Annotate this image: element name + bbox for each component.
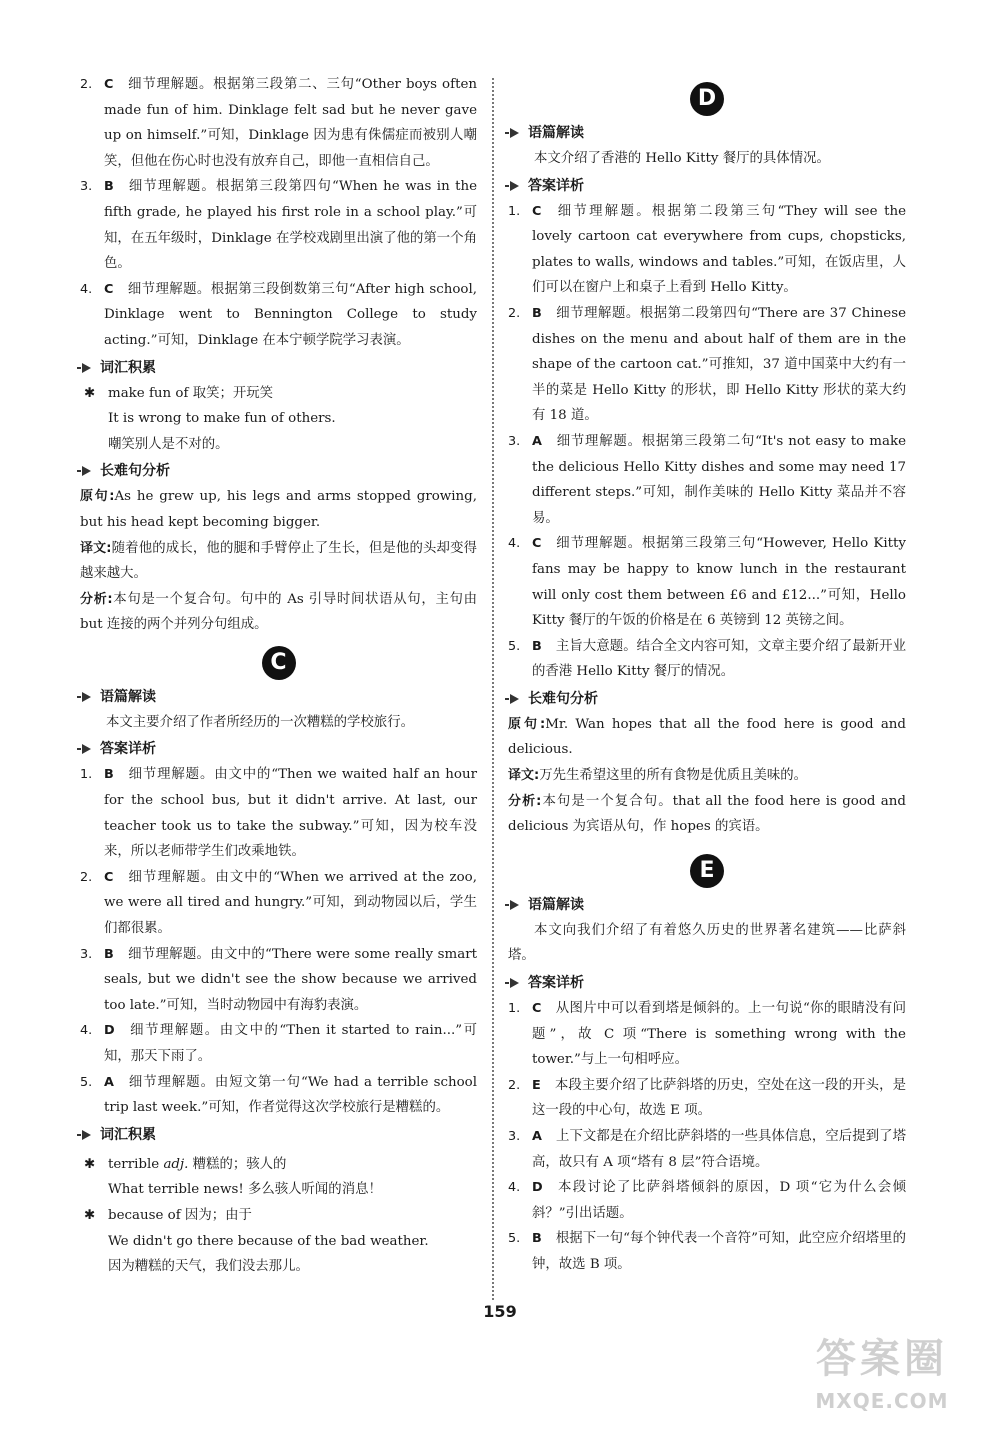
vocab-heading [80, 1122, 477, 1148]
original-sentence [80, 484, 477, 535]
item-answer: C [532, 203, 542, 219]
item-explanation: 细节理解题。由文中的“Then it started to rain...”可知，那天下雨了。 [104, 1023, 477, 1064]
item-explanation: 细节理解题。根据第三段第二句“It's not easy to make the delicious Hello Kitty dishes and some may need 17 different steps.”可知，制作美味的 Hello Kitty 菜品并不容易。 [532, 433, 906, 526]
answer-item-c1 [80, 762, 477, 864]
asterisk-icon: ✱ [84, 385, 96, 401]
vocab-example-en: What terrible news! 多么骇人听闻的消息！ [108, 1182, 382, 1198]
item-answer: A [104, 1074, 114, 1090]
pencil-icon [510, 978, 519, 988]
item-explanation: 主旨大意题。结合全文内容可知，文章主要介绍了最新开业的香港 Hello Kitty 餐厅的情况。 [532, 638, 906, 680]
item-answer: C [532, 1001, 542, 1017]
heading-text: 答案详析 [528, 975, 584, 992]
long-sentence-heading [508, 686, 906, 712]
watermark-logo [782, 1330, 982, 1430]
answer-item-b4 [80, 277, 477, 354]
sentence: 本句是一个复合句。句中的 As 引导时间状语从句，主句由 but 连接的两个并列分句组成。 [80, 591, 477, 633]
pencil-icon [510, 900, 519, 910]
answer-item-e3 [508, 1124, 906, 1175]
label: 译文: [508, 768, 540, 784]
item-number: 3. [80, 946, 93, 962]
item-explanation: 细节理解题。由文中的“When we arrived at the zoo, we were all tired and hungry.”可知，到动物园以后，学生们都很累。 [104, 869, 477, 937]
vocab-example-en: It is wrong to make fun of others. [108, 411, 336, 427]
vocab-example-zh: 嘲笑别人是不对的。 [108, 436, 229, 452]
reading-summary: 本文介绍了香港的 Hello Kitty 餐厅的具体情况。 [534, 151, 830, 166]
reading-heading [508, 892, 906, 918]
sentence: As he grew up, his legs and arms stopped growing, but his head kept becoming bigger. [80, 489, 478, 530]
watermark-url: MXQE.COM [815, 1389, 949, 1413]
item-explanation: 细节理解题。根据第三段倒数第三句“After high school, Dinklage went to Bennington College to study acting.”可知，Dinklage 在本宁顿学院学习表演。 [104, 281, 477, 348]
answers-heading [508, 970, 906, 996]
answers-heading [80, 736, 477, 762]
item-answer: A [532, 433, 542, 449]
item-explanation: 细节理解题。根据第二段第三句“They will see the lovely cartoon cat everywhere from cups, chopsticks, plates to walls, windows and tables.”可知，在饭店里，人们可以在窗户上和桌子上看到 Hello Kitty。 [532, 203, 906, 296]
item-number: 3. [508, 433, 521, 449]
reading-heading [508, 120, 906, 146]
item-explanation: 细节理解题。由短文第一句“We had a terrible school trip last week.”可知，作者觉得这次学校旅行是糟糕的。 [104, 1074, 477, 1116]
heading-text: 长难句分析 [100, 463, 170, 480]
answer-item-b2 [80, 72, 477, 174]
sentence: 随着他的成长，他的腿和手臂停止了生长，但是他的头却变得越来越大。 [80, 540, 478, 582]
item-number: 3. [80, 179, 93, 195]
pencil-icon [82, 1130, 91, 1140]
vocab-entry [80, 1203, 477, 1280]
heading-text: 答案详析 [100, 741, 156, 758]
answer-item-e4 [508, 1175, 906, 1226]
answer-item-c4 [80, 1018, 477, 1069]
right-column [508, 72, 906, 1278]
heading-text: 词汇积累 [100, 359, 156, 376]
term: terrible [108, 1156, 164, 1172]
heading-text: 词汇积累 [100, 1126, 156, 1143]
reading-summary: 本文主要介绍了作者所经历的一次糟糕的学校旅行。 [106, 714, 414, 730]
item-answer: D [532, 1180, 543, 1196]
item-explanation: 细节理解题。根据第三段第四句“When he was in the fifth grade, he played his first role in a school play.”可知，在五年级时，Dinklage 在学校戏剧里出演了他的第一个角色。 [104, 179, 477, 272]
meaning: 糟糕的；骇人的 [188, 1156, 287, 1172]
item-number: 2. [508, 1077, 521, 1093]
item-number: 5. [508, 638, 521, 654]
item-answer: C [104, 281, 114, 297]
original-sentence [508, 712, 906, 763]
item-number: 4. [508, 536, 521, 552]
heading-text: 答案详析 [528, 177, 584, 194]
item-answer: B [104, 946, 114, 962]
answer-item-d2 [508, 301, 906, 429]
label: 原句: [508, 716, 546, 732]
answer-item-e1 [508, 996, 906, 1073]
item-answer: B [104, 179, 114, 195]
pencil-icon [82, 363, 91, 373]
item-answer: B [532, 305, 542, 321]
item-explanation: 细节理解题。根据第三段第三句“However, Hello Kitty fans may be happy to know lunch in the restaurant will only cost them between £6 and £12...”可知，Hello Kitty 餐厅的午饭的价格是在 6 英镑到 12 英镑之间。 [532, 536, 906, 629]
left-column [80, 72, 477, 1280]
item-number: 1. [508, 203, 521, 219]
heading-text: 语篇解读 [528, 896, 584, 913]
label: 译文: [80, 540, 112, 556]
sentence: 本句是一个复合句。that all the food here is good and delicious 为宾语从句，作 hopes 的宾语。 [508, 793, 906, 835]
pencil-icon [510, 128, 519, 138]
pencil-icon [82, 692, 91, 702]
sentence: Mr. Wan hopes that all the food here is good and delicious. [508, 716, 906, 758]
pencil-icon [82, 744, 91, 754]
vocab-term: because of 因为；由于 [108, 1207, 252, 1223]
label: 原句: [80, 489, 115, 505]
item-answer: B [532, 638, 542, 654]
analysis [80, 587, 477, 638]
pencil-icon [510, 694, 519, 704]
item-number: 1. [508, 1001, 521, 1017]
item-explanation: 细节理解题。根据第二段第四句“There are 37 Chinese dishes on the menu and about half of them are in the shape of the cartoon cat.”可推知，37 道中国菜中大约有一半的菜是 Hello Kitty 的形状，即 Hello Kitty 形状的菜大约有 18 道。 [532, 305, 906, 424]
reading-summary: 本文向我们介绍了有着悠久历史的世界著名建筑——比萨斜塔。 [508, 922, 906, 964]
vocab-entry [80, 381, 477, 458]
answer-item-c2 [80, 865, 477, 942]
answer-item-d5 [508, 634, 906, 685]
vocab-example-zh: 因为糟糕的天气，我们没去那儿。 [108, 1259, 309, 1275]
vocab-entry [80, 1152, 477, 1203]
long-sentence-heading [80, 458, 477, 484]
item-answer: C [104, 77, 114, 92]
item-number: 4. [80, 1023, 93, 1039]
vocab-term: make fun of 取笑；开玩笑 [108, 385, 274, 401]
vocab-example-en: We didn't go there because of the bad weather. [108, 1233, 429, 1249]
item-number: 2. [80, 869, 93, 885]
answer-item-e2 [508, 1073, 906, 1124]
section-e-badge: E [690, 854, 724, 888]
item-number: 4. [80, 281, 93, 297]
item-number: 5. [80, 1074, 93, 1090]
answer-item-e5 [508, 1226, 906, 1277]
item-answer: B [104, 767, 114, 783]
answer-item-d4 [508, 531, 906, 633]
page-number: 159 [483, 1302, 517, 1321]
reading-heading [80, 684, 477, 710]
pencil-icon [82, 466, 91, 476]
analysis [508, 789, 906, 840]
heading-text: 语篇解读 [100, 688, 156, 705]
watermark-text: 答案圈 [816, 1336, 948, 1382]
answer-item-c3 [80, 942, 477, 1019]
answers-heading [508, 173, 906, 199]
sentence: 万先生希望这里的所有食物是优质且美味的。 [539, 768, 808, 784]
item-explanation: 本段主要介绍了比萨斜塔的历史，空处在这一段的开头，是这一段的中心句，故选 E 项。 [532, 1077, 906, 1119]
item-answer: B [532, 1231, 542, 1247]
item-number: 3. [508, 1129, 521, 1144]
label: 分析: [80, 591, 113, 607]
answer-item-d3 [508, 429, 906, 531]
translation [80, 536, 477, 587]
item-answer: C [104, 869, 114, 885]
label: 分析: [508, 793, 542, 809]
answer-item-d1 [508, 199, 906, 301]
item-answer: E [532, 1077, 541, 1093]
item-explanation: 细节理解题。由文中的“There were some really smart seals, but we didn't see the show because we arrived too late.”可知，当时动物园中有海豹表演。 [104, 946, 477, 1013]
item-explanation: 上下文都是在介绍比萨斜塔的一些具体信息，空后提到了塔高，故只有 A 项“塔有 8 层”符合语境。 [532, 1129, 906, 1170]
heading-text: 长难句分析 [528, 690, 598, 707]
item-explanation: 从图片中可以看到塔是倾斜的。上一句说“你的眼睛没有问题”，故 C 项“There is something wrong with the tower.”与上一句相呼应。 [532, 1001, 906, 1068]
item-answer: D [104, 1023, 115, 1039]
answer-item-b3 [80, 174, 477, 276]
item-explanation: 根据下一句“每个钟代表一个音符”可知，此空应介绍塔里的钟，故选 B 项。 [532, 1231, 906, 1272]
translation [508, 763, 906, 789]
column-divider [492, 78, 494, 1300]
asterisk-icon: ✱ [84, 1156, 96, 1172]
section-d-badge: D [690, 82, 724, 116]
asterisk-icon: ✱ [84, 1207, 96, 1223]
heading-text: 语篇解读 [528, 125, 584, 141]
part-of-speech: adj. [163, 1156, 189, 1172]
item-answer: C [532, 536, 542, 552]
item-number: 4. [508, 1180, 521, 1196]
section-c-badge: C [262, 646, 296, 680]
item-explanation: 细节理解题。由文中的“Then we waited half an hour for the school bus, but it didn't arrive. At last, our teacher took us to take the subway.”可知，因为校车没来，所以老师带学生们改乘地铁。 [104, 767, 477, 860]
item-explanation: 细节理解题。根据第三段第二、三句“Other boys often made fun of him. Dinklage felt sad but he never gave up on himself.”可知，Dinklage 因为患有侏儒症而被别人嘲笑，但他在伤心时也没有放弃自己，即他一直相信自己。 [104, 77, 477, 169]
item-number: 1. [80, 767, 93, 783]
item-number: 2. [80, 77, 93, 92]
vocab-term [108, 1152, 477, 1178]
item-answer: A [532, 1129, 542, 1144]
item-number: 5. [508, 1231, 521, 1247]
vocab-heading [80, 355, 477, 381]
item-explanation: 本段讨论了比萨斜塔倾斜的原因，D 项“它为什么会倾斜？”引出话题。 [532, 1180, 906, 1221]
answer-item-c5 [80, 1070, 477, 1121]
pencil-icon [510, 181, 519, 191]
item-number: 2. [508, 305, 521, 321]
